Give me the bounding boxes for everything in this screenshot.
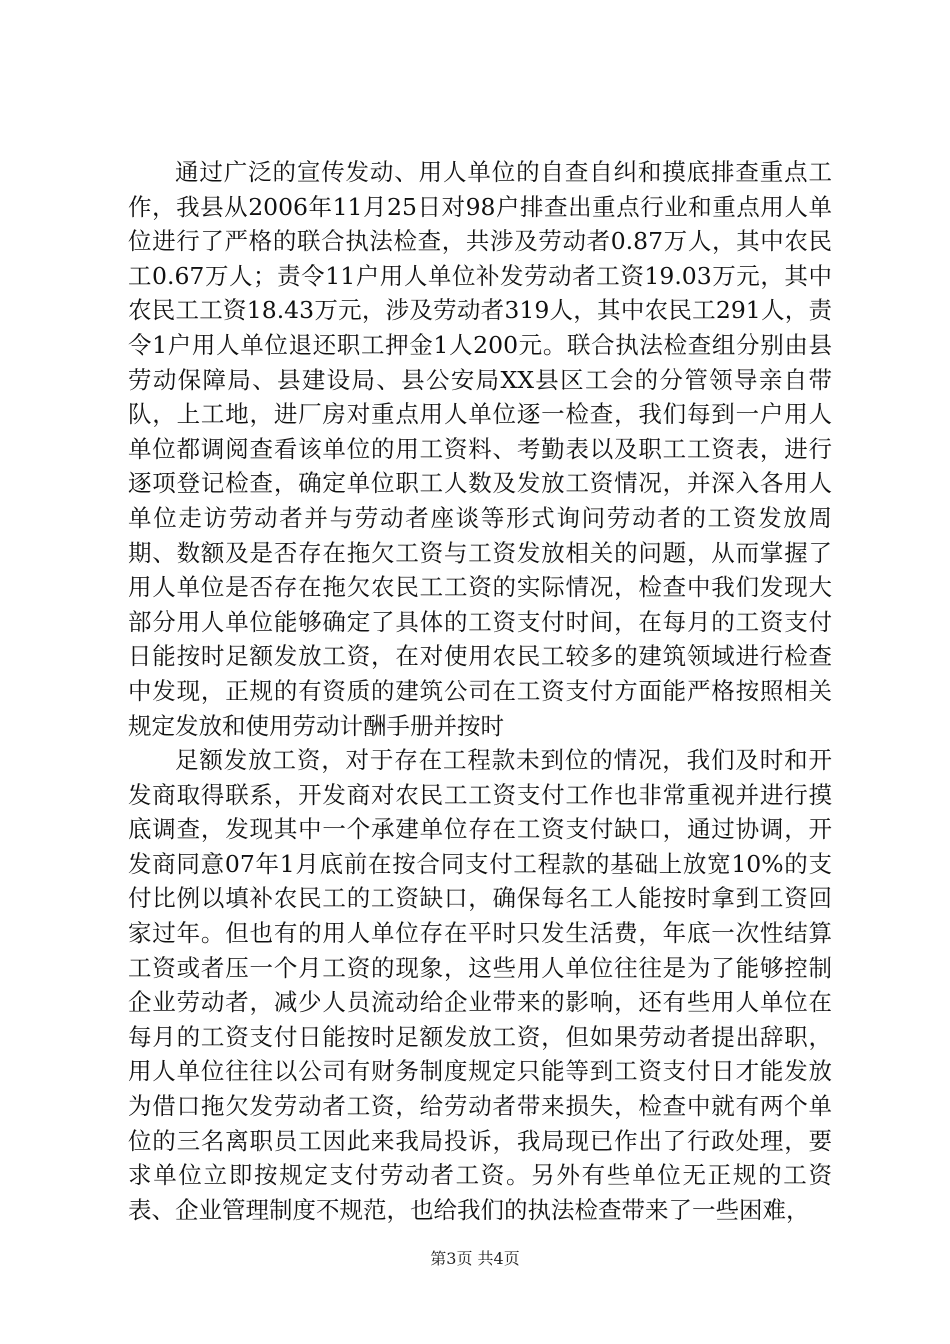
paragraph-2: 足额发放工资，对于存在工程款未到位的情况，我们及时和开发商取得联系，开发商对农民工工资支付工作也非常重视并进行摸底调查，发现其中一个承建单位存在工资支付缺口，通过协调，开发商同意07年1月底前在按合同支付工程款的基础上放宽10%的支付比例以填补农民工的工资缺口，确保每名工人能按时拿到工资回家过年。但也有的用人单位存在平时只发生活费，年底一次性结算工资或者压一个月工资的现象，这些用人单位往往是为了能够控制企业劳动者，减少人员流动给企业带来的影响，还有些用人单位在每月的工资支付日能按时足额发放工资，但如果劳动者提出辞职，用人单位往往以公司有财务制度规定只能等到工资支付日才能发放为借口拖欠发劳动者工资，给劳动者带来损失，检查中就有两个单位的三名离职员工因此来我局投诉，我局现已作出了行政处理，要求单位立即按规定支付劳动者工资。另外有些单位无正规的工资表、企业管理制度不规范，也给我们的执法检查带来了一些困难， (128, 746, 832, 1224)
document-body (128, 155, 832, 1227)
page-footer: 第3页 共4页 (430, 1249, 520, 1268)
paragraph-1: 通过广泛的宣传发动、用人单位的自查自纠和摸底排查重点工作，我县从2006年11月25日对98户排查出重点行业和重点用人单位进行了严格的联合执法检查，共涉及劳动者0.87万人，其中农民工0.67万人；责令11户用人单位补发劳动者工资19.03万元，其中农民工工资18.43万元，涉及劳动者319人，其中农民工291人，责令1户用人单位退还职工押金1人200元。联合执法检查组分别由县劳动保障局、县建设局、县公安局XX县区工会的分管领导亲自带队，上工地，进厂房对重点用人单位逐一检查，我们每到一户用人单位都调阅查看该单位的用工资料、考勤表以及职工工资表，进行逐项登记检查，确定单位职工人数及发放工资情况，并深入各用人单位走访劳动者并与劳动者座谈等形式询问劳动者的工资发放周期、数额及是否存在拖欠工资与工资发放相关的问题，从而掌握了用人单位是否存在拖欠农民工工资的实际情况，检查中我们发现大部分用人单位能够确定了具体的工资支付时间，在每月的工资支付日能按时足额发放工资，在对使用农民工较多的建筑领域进行检查中发现，正规的有资质的建筑公司在工资支付方面能严格按照相关规定发放和使用劳动计酬手册并按时 (128, 158, 832, 740)
